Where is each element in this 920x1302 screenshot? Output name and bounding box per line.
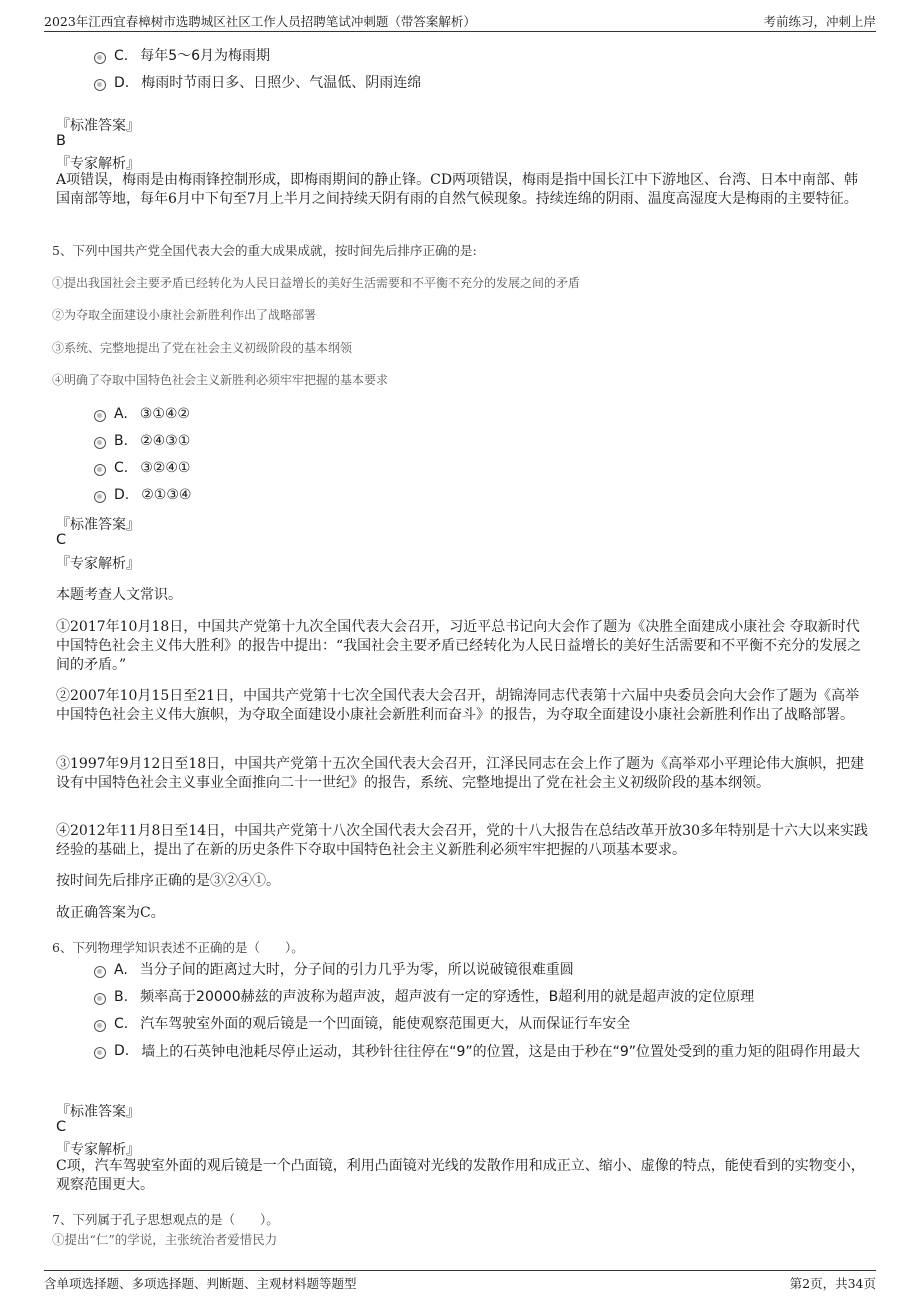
q4-analysis-label: 『专家解析』 bbox=[56, 156, 140, 172]
radio-icon[interactable] bbox=[94, 1047, 106, 1059]
q6-option-b[interactable]: B. 频率高于20000赫兹的声波称为超声波，超声波有一定的穿透性，B超利用的就是超声波的定位原理 bbox=[94, 987, 754, 1007]
q5-statement-1: ①提出我国社会主要矛盾已经转化为人民日益增长的美好生活需要和不平衡不充分的发展之间的矛盾 bbox=[52, 276, 581, 290]
q5-statement-3: ③系统、完整地提出了党在社会主义初级阶段的基本纲领 bbox=[52, 341, 353, 355]
page-header bbox=[44, 10, 876, 32]
q5-question: 5、下列中国共产党全国代表大会的重大成果成就，按时间先后排序正确的是: bbox=[52, 243, 477, 258]
q5-analysis-conclusion: 故正确答案为C。 bbox=[56, 905, 165, 921]
radio-icon[interactable] bbox=[94, 966, 106, 978]
q5-option-b[interactable]: B. ②④③① bbox=[94, 431, 190, 451]
q5-analysis-1: ①2017年10月18日，中国共产党第十九次全国代表大会召开，习近平总书记向大会作了题为《决胜全面建成小康社会 夺取新时代中国特色社会主义伟大胜利》的报告中提出：“我国社会主要矛盾已经转化为人民日益增长的美好生活需要和不平衡不充分的发展之间的矛盾。” bbox=[56, 619, 862, 673]
q4-answer: B bbox=[56, 133, 66, 149]
q4-option-d[interactable]: D. 梅雨时节雨日多、日照少、气温低、阴雨连绵 bbox=[94, 73, 421, 93]
q5-answer: C bbox=[56, 532, 67, 548]
radio-icon[interactable] bbox=[94, 437, 106, 449]
document-title: 2023年江西宜春樟树市选聘城区社区工作人员招聘笔试冲刺题（带答案解析） bbox=[44, 14, 476, 29]
q6-analysis-label: 『专家解析』 bbox=[56, 1142, 140, 1158]
q6-option-a[interactable]: A. 当分子间的距离过大时，分子间的引力几乎为零，所以说破镜很难重圆 bbox=[94, 960, 574, 980]
radio-icon[interactable] bbox=[94, 464, 106, 476]
q5-analysis-intro: 本题考查人文常识。 bbox=[56, 587, 182, 603]
q5-statement-4: ④明确了夺取中国特色社会主义新胜利必须牢牢把握的基本要求 bbox=[52, 373, 389, 387]
q6-option-d[interactable]: D. 墙上的石英钟电池耗尽停止运动，其秒针往往停在“9”的位置，这是由于秒在“9”位置处受到的重力矩的阻碍作用最大 bbox=[94, 1041, 870, 1063]
q6-analysis: C项，汽车驾驶室外面的观后镜是一个凸面镜，利用凸面镜对光线的发散作用和成正立、缩小、虚像的特点，能使看到的实物变小，观察范围更大。 bbox=[56, 1158, 865, 1193]
q6-question: 6、下列物理学知识表述不正确的是（ ）。 bbox=[52, 940, 304, 955]
q5-option-c[interactable]: C. ③②④① bbox=[94, 458, 190, 478]
page-number: 第2页，共34页 bbox=[789, 1276, 876, 1291]
q4-option-c[interactable]: C. 每年5～6月为梅雨期 bbox=[94, 46, 270, 66]
radio-icon[interactable] bbox=[94, 410, 106, 422]
q6-option-c[interactable]: C. 汽车驾驶室外面的观后镜是一个凹面镜，能使观察范围更大，从而保证行车安全 bbox=[94, 1014, 630, 1034]
q5-analysis-label: 『专家解析』 bbox=[56, 556, 140, 572]
q5-statement-2: ②为夺取全面建设小康社会新胜利作出了战略部署 bbox=[52, 308, 317, 322]
q4-analysis: A项错误，梅雨是由梅雨锋控制形成，即梅雨期间的静止锋。CD两项错误，梅雨是指中国长江中下游地区、台湾、日本中南部、韩国南部等地，每年6月中下旬至7月上半月之间持续天阴有雨的自然气候现象。持续连绵的阴雨、温度高湿度大是梅雨的主要特征。 bbox=[56, 172, 859, 207]
q5-analysis-2: ②2007年10月15日至21日，中国共产党第十七次全国代表大会召开，胡锦涛同志代表第十六届中央委员会向大会作了题为《高举中国特色社会主义伟大旗帜，为夺取全面建设小康社会新胜利而奋斗》的报告，为夺取全面建设小康社会新胜利作出了战略部署。 bbox=[56, 688, 860, 723]
q6-answer: C bbox=[56, 1119, 67, 1135]
q5-option-d[interactable]: D. ②①③④ bbox=[94, 485, 191, 505]
radio-icon[interactable] bbox=[94, 1020, 106, 1032]
q6-answer-label: 『标准答案』 bbox=[56, 1104, 140, 1120]
radio-icon[interactable] bbox=[94, 993, 106, 1005]
q7-question: 7、下列属于孔子思想观点的是（ ）。 bbox=[52, 1212, 279, 1227]
q5-analysis-4: ④2012年11月8日至14日，中国共产党第十八次全国代表大会召开，党的十八大报告在总结改革开放30多年特别是十六大以来实践经验的基础上，提出了在新的历史条件下夺取中国特色社会主义新胜利必须牢牢把握的八项基本要求。 bbox=[56, 823, 868, 858]
q5-analysis-3: ③1997年9月12日至18日，中国共产党第十五次全国代表大会召开，江泽民同志在会上作了题为《高举邓小平理论伟大旗帜，把建设有中国特色社会主义事业全面推向二十一世纪》的报告，系统、完整地提出了党在社会主义初级阶段的基本纲领。 bbox=[56, 756, 865, 791]
page-footer bbox=[44, 1270, 876, 1292]
q7-statement-1: ①提出“仁”的学说，主张统治者爱惜民力 bbox=[52, 1232, 278, 1247]
q4-answer-label: 『标准答案』 bbox=[56, 118, 140, 134]
q5-option-a[interactable]: A. ③①④② bbox=[94, 404, 190, 424]
q5-answer-label: 『标准答案』 bbox=[56, 517, 140, 533]
radio-icon[interactable] bbox=[94, 491, 106, 503]
q5-analysis-order: 按时间先后排序正确的是③②④①。 bbox=[56, 873, 280, 889]
radio-icon[interactable] bbox=[94, 52, 106, 64]
header-slogan: 考前练习，冲刺上岸 bbox=[763, 14, 876, 29]
radio-icon[interactable] bbox=[94, 79, 106, 91]
footer-question-types: 含单项选择题、多项选择题、判断题、主观材料题等题型 bbox=[44, 1276, 357, 1291]
